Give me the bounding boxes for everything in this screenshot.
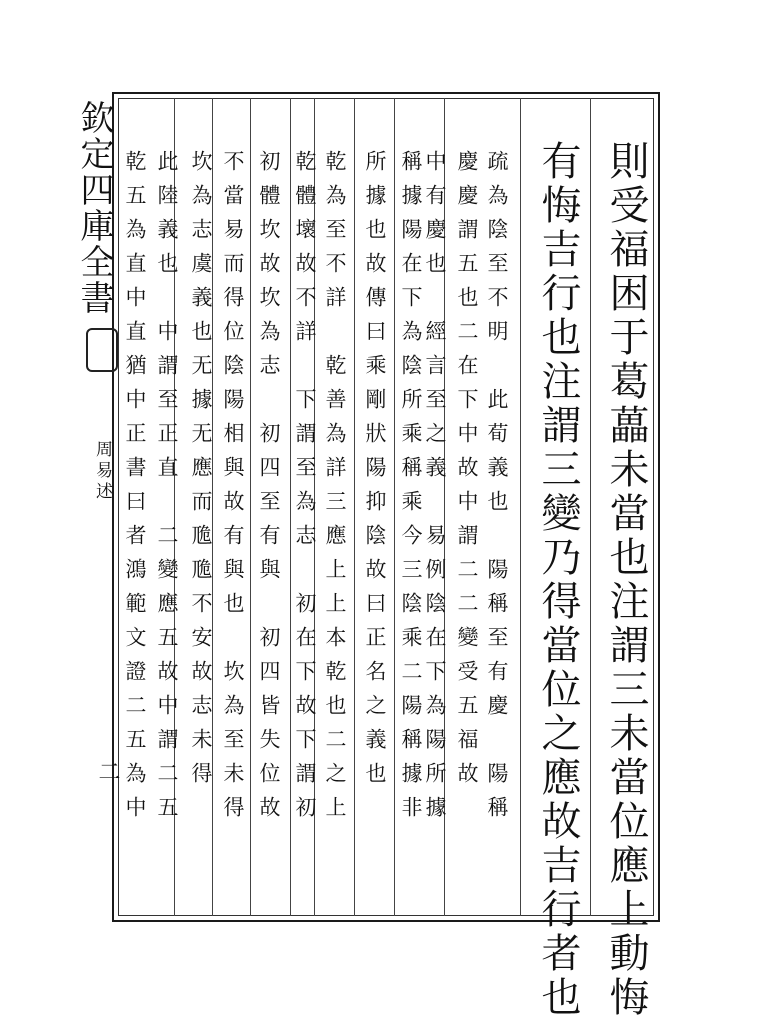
column-rule [520, 98, 521, 916]
fish-tail-mark [86, 328, 118, 372]
column-rule [354, 98, 355, 916]
column-rule [590, 98, 591, 916]
page-number: 二 [95, 760, 120, 782]
text-column-4: 慶慶謂五也二在下中故中謂二二變受五福故 [455, 150, 479, 796]
text-column-11: 不當易而得位陰陽相與故有與也 坎為至未得 [221, 150, 245, 830]
chapter-title: 周易述 [92, 440, 112, 503]
text-column-5: 中有慶也 經言至之義 易例陰在下為陽所據 [423, 150, 447, 830]
column-rule [394, 98, 395, 916]
text-column-7: 所據也故傳曰乘剛狀陽抑陰故曰正名之義也 [363, 150, 387, 796]
text-column-8: 乾為至不詳 乾善為詳三應上上本乾也二之上 [323, 150, 347, 830]
text-column-3: 疏為陰至不明 此荀義也 陽稱至有慶 陽稱 [485, 150, 509, 830]
text-column-10: 初體坎故坎為志 初四至有與 初四皆失位故 [257, 150, 281, 830]
text-column-12: 坎為志虞義也无據无應而卼卼不安故志未得 [189, 150, 213, 796]
text-column-1: 則受福困于葛藟未當也注謂三未當位應上動悔 [603, 140, 649, 1020]
text-column-14: 乾五為直中直猶中正書曰者鴻範文證二五為中 [123, 150, 147, 830]
text-column-6: 稱據陽在下為陰所乘稱乘今三陰乘二陽稱據非 [399, 150, 423, 830]
column-rule [250, 98, 251, 916]
text-column-9: 乾體壞故不詳 下謂至為志 初在下故下謂初 [293, 150, 317, 830]
text-column-2: 有悔吉行也注謂三變乃得當位之應故吉行者也 [535, 140, 581, 1020]
book-title: 欽定四庫全書 [74, 100, 114, 316]
text-column-13: 此陸義也 中謂至正直 二變應五故中謂二五 [155, 150, 179, 830]
